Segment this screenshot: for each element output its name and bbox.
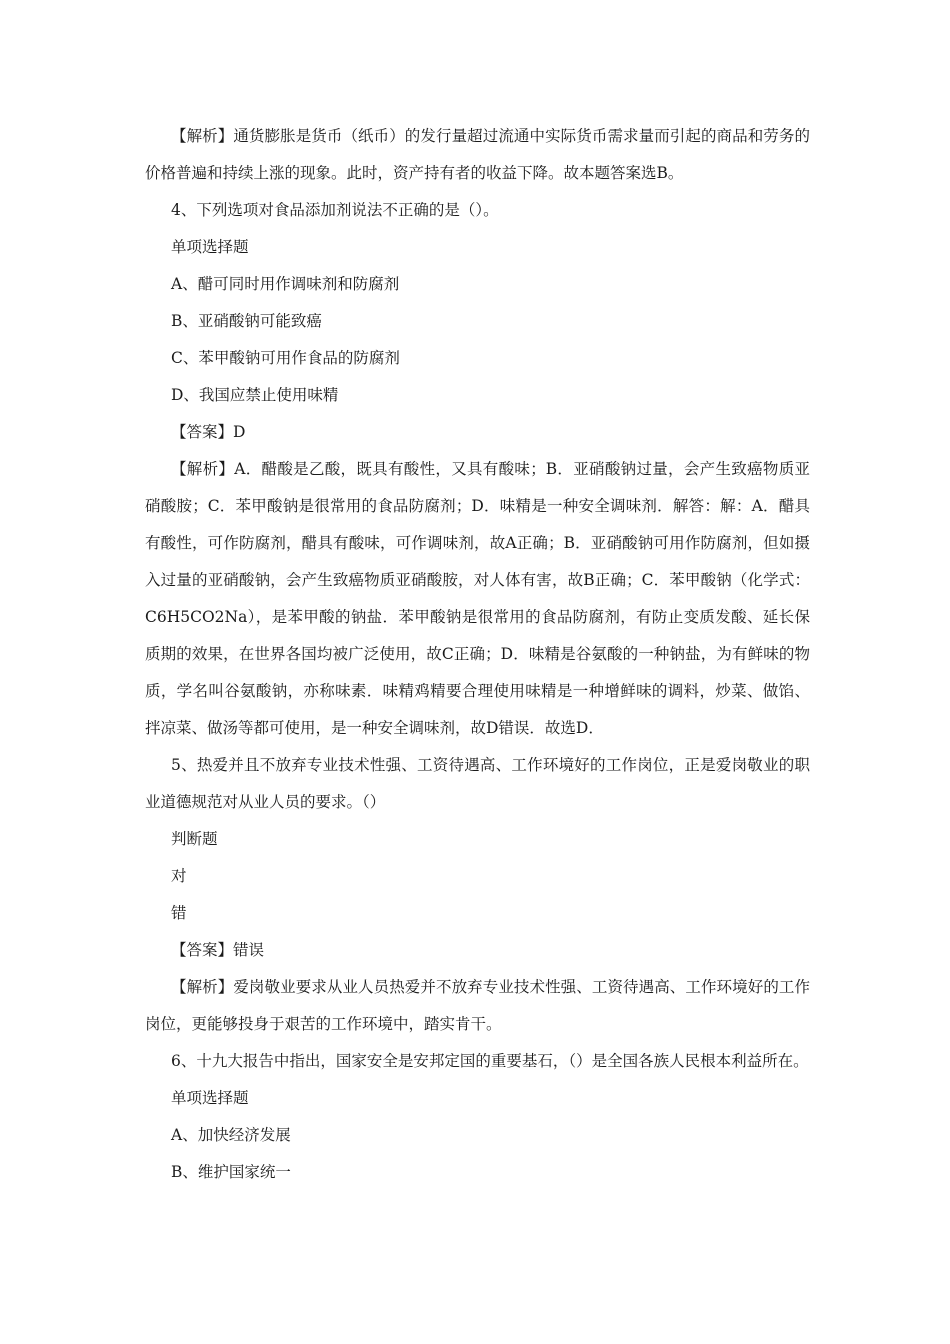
analysis-paragraph: 【解析】通货膨胀是货币（纸币）的发行量超过流通中实际货币需求量而引起的商品和劳务的价格普遍和持续上涨的现象。此时，资产持有者的收益下降。故本题答案选B。 xyxy=(145,127,810,182)
question-6: 6、十九大报告中指出，国家安全是安邦定国的重要基石，（）是全国各族人民根本利益所在。 xyxy=(171,1052,809,1070)
option-false: 错 xyxy=(171,904,187,922)
option-d: D、我国应禁止使用味精 xyxy=(171,386,339,404)
option-c: C、苯甲酸钠可用作食品的防腐剂 xyxy=(171,349,400,367)
question-type: 单项选择题 xyxy=(171,238,249,256)
option-true: 对 xyxy=(171,867,187,885)
document-page xyxy=(145,118,810,1191)
answer-paragraph: 【答案】D xyxy=(171,423,246,441)
analysis-paragraph: 【解析】A．醋酸是乙酸，既具有酸性，又具有酸味；B．亚硝酸钠过量，会产生致癌物质亚硝酸胺；C．苯甲酸钠是很常用的食品防腐剂；D．味精是一种安全调味剂．解答：解：A．醋具有酸性，可作防腐剂，醋具有酸味，可作调味剂，故A正确；B．亚硝酸钠可用作防腐剂，但如摄入过量的亚硝酸钠，会产生致癌物质亚硝酸胺，对人体有害，故B正确；C．苯甲酸钠（化学式：C6H5CO2Na），是苯甲酸的钠盐．苯甲酸钠是很常用的食品防腐剂，有防止变质发酸、延长保质期的效果，在世界各国均被广泛使用，故C正确；D．味精是谷氨酸的一种钠盐，为有鲜味的物质，学名叫谷氨酸钠，亦称味素．味精鸡精要合理使用味精是一种增鲜味的调料，炒菜、做馅、拌凉菜、做汤等都可使用，是一种安全调味剂，故D错误．故选D． xyxy=(145,460,810,737)
question-5: 5、热爱并且不放弃专业技术性强、工资待遇高、工作环境好的工作岗位，正是爱岗敬业的职业道德规范对从业人员的要求。（） xyxy=(145,756,810,811)
analysis-paragraph: 【解析】爱岗敬业要求从业人员热爱并不放弃专业技术性强、工资待遇高、工作环境好的工作岗位，更能够投身于艰苦的工作环境中，踏实肯干。 xyxy=(145,978,810,1033)
answer-paragraph: 【答案】错误 xyxy=(171,941,265,959)
question-4: 4、下列选项对食品添加剂说法不正确的是（）。 xyxy=(171,201,499,219)
option-a: A、醋可同时用作调味剂和防腐剂 xyxy=(171,275,400,293)
option-b: B、亚硝酸钠可能致癌 xyxy=(171,312,322,330)
question-type: 判断题 xyxy=(171,830,218,848)
option-a: A、加快经济发展 xyxy=(171,1126,291,1144)
question-type: 单项选择题 xyxy=(171,1089,249,1107)
option-b: B、维护国家统一 xyxy=(171,1163,291,1181)
